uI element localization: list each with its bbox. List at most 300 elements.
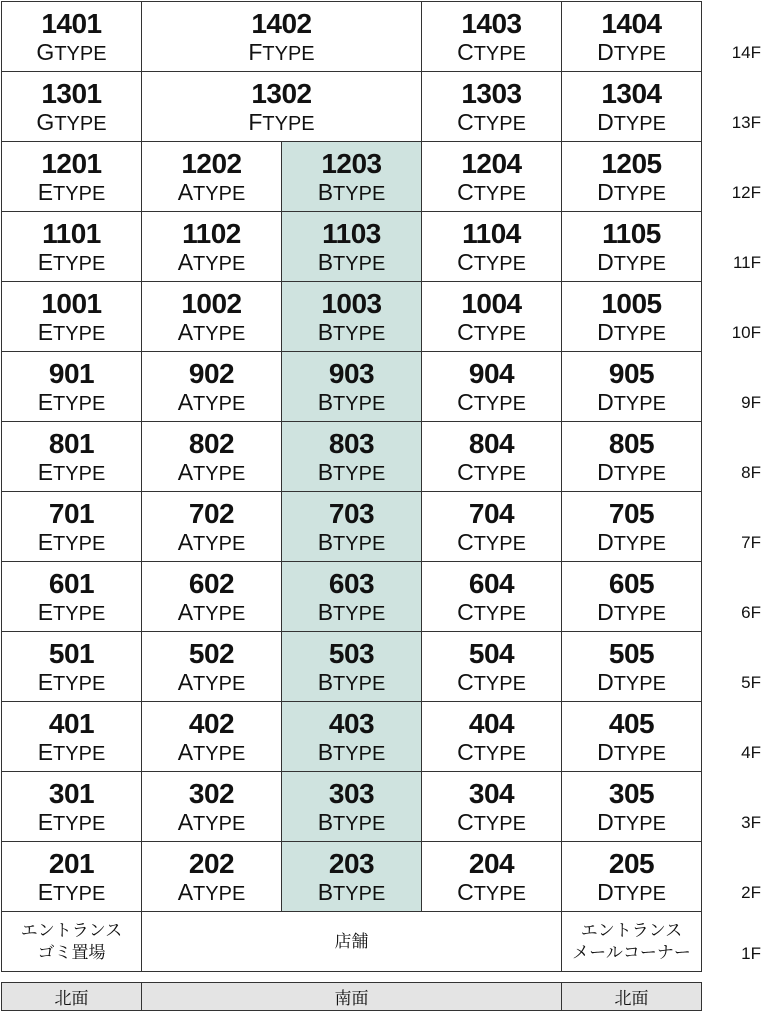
unit-type-suffix: TYPE xyxy=(193,672,246,695)
unit-number: 904 xyxy=(468,357,515,389)
unit-type xyxy=(37,598,106,625)
unit-type-letter: D xyxy=(597,388,614,415)
unit-type xyxy=(317,248,386,275)
unit-number: 304 xyxy=(468,777,515,809)
unit-type-suffix: TYPE xyxy=(473,812,526,835)
floor-label: 11F xyxy=(732,253,761,272)
floor-label: 14F xyxy=(731,43,761,62)
unit-cell xyxy=(1,211,142,282)
unit-type-letter: D xyxy=(597,808,614,835)
unit-type-suffix: TYPE xyxy=(333,602,386,625)
unit-type xyxy=(597,318,666,345)
unit-type xyxy=(37,668,106,695)
unit-cell xyxy=(561,491,702,562)
unit-type xyxy=(457,668,526,695)
unit-type-suffix: TYPE xyxy=(53,742,106,765)
unit-number: 1403 xyxy=(461,7,522,39)
unit-number: 1201 xyxy=(41,147,102,179)
unit-number: 405 xyxy=(608,707,655,739)
unit-cell xyxy=(421,421,562,492)
unit-type-letter: C xyxy=(457,248,474,275)
unit-cell xyxy=(421,491,562,562)
unit-type-suffix: TYPE xyxy=(333,252,386,275)
unit-number: 602 xyxy=(188,567,235,599)
unit-cell xyxy=(421,71,562,142)
unit-type-suffix: TYPE xyxy=(613,42,666,65)
unit-cell xyxy=(561,281,702,352)
unit-number: 801 xyxy=(48,427,95,459)
unit-type-letter: B xyxy=(317,248,334,275)
unit-type-letter: C xyxy=(457,598,474,625)
unit-type-suffix: TYPE xyxy=(473,672,526,695)
unit-type-letter: D xyxy=(597,458,614,485)
unit-type-suffix: TYPE xyxy=(613,322,666,345)
unit-type-suffix: TYPE xyxy=(53,812,106,835)
unit-number: 1205 xyxy=(601,147,662,179)
unit-type-letter: D xyxy=(597,738,614,765)
unit-type-suffix: TYPE xyxy=(473,392,526,415)
unit-type-letter: A xyxy=(177,248,194,275)
floor-label: 5F xyxy=(741,673,761,692)
unit-type xyxy=(177,318,246,345)
floor-label: 6F xyxy=(741,603,761,622)
ground-left-cell xyxy=(1,911,142,972)
unit-number: 301 xyxy=(48,777,95,809)
unit-number: 604 xyxy=(468,567,515,599)
unit-cell xyxy=(141,491,282,562)
unit-type-letter: C xyxy=(457,388,474,415)
ground-center-label: 店舗 xyxy=(334,931,369,951)
unit-type-suffix: TYPE xyxy=(473,42,526,65)
unit-cell xyxy=(561,841,702,912)
unit-number: 802 xyxy=(188,427,235,459)
unit-type xyxy=(597,388,666,415)
unit-type xyxy=(37,528,106,555)
unit-cell xyxy=(281,421,422,492)
unit-cell xyxy=(141,771,282,842)
unit-type-suffix: TYPE xyxy=(53,182,106,205)
unit-type-letter: D xyxy=(597,248,614,275)
unit-cell xyxy=(561,71,702,142)
unit-type-letter: E xyxy=(37,388,54,415)
unit-type-letter: E xyxy=(37,458,54,485)
unit-type-letter: D xyxy=(597,668,614,695)
unit-type-suffix: TYPE xyxy=(262,42,315,65)
unit-number: 1105 xyxy=(602,217,661,249)
unit-type xyxy=(317,668,386,695)
unit-number: 1303 xyxy=(461,77,522,109)
unit-number: 504 xyxy=(468,637,515,669)
unit-type xyxy=(317,178,386,205)
unit-type-suffix: TYPE xyxy=(53,392,106,415)
unit-type-letter: B xyxy=(317,388,334,415)
unit-type xyxy=(597,178,666,205)
unit-type xyxy=(317,878,386,905)
unit-cell xyxy=(281,351,422,422)
unit-cell xyxy=(421,281,562,352)
unit-type-suffix: TYPE xyxy=(613,462,666,485)
unit-type-letter: E xyxy=(37,668,54,695)
unit-cell xyxy=(1,841,142,912)
unit-type-suffix: TYPE xyxy=(613,112,666,135)
unit-number: 402 xyxy=(188,707,235,739)
unit-type xyxy=(457,598,526,625)
unit-cell xyxy=(141,351,282,422)
unit-cell xyxy=(1,281,142,352)
unit-type-letter: B xyxy=(317,738,334,765)
unit-type-letter: E xyxy=(37,598,54,625)
unit-cell xyxy=(561,1,702,72)
unit-cell xyxy=(281,631,422,702)
unit-cell xyxy=(141,421,282,492)
unit-number: 202 xyxy=(188,847,235,879)
floor-label: 3F xyxy=(741,813,761,832)
unit-cell xyxy=(421,771,562,842)
unit-cell xyxy=(141,211,282,282)
floor-label: 2F xyxy=(741,883,761,902)
unit-type-letter: A xyxy=(177,668,194,695)
ground-right-line-1: エントランス xyxy=(580,921,683,941)
unit-type-suffix: TYPE xyxy=(473,252,526,275)
unit-cell xyxy=(281,561,422,632)
unit-type xyxy=(317,318,386,345)
unit-type-letter: F xyxy=(248,38,263,65)
unit-type-letter: E xyxy=(37,808,54,835)
unit-type-letter: A xyxy=(177,738,194,765)
unit-number: 404 xyxy=(468,707,515,739)
unit-type xyxy=(597,808,666,835)
ground-right-cell xyxy=(561,911,702,972)
unit-type xyxy=(457,318,526,345)
unit-number: 704 xyxy=(468,497,515,529)
unit-type-letter: C xyxy=(457,178,474,205)
unit-type-suffix: TYPE xyxy=(333,462,386,485)
unit-type xyxy=(177,598,246,625)
unit-cell xyxy=(141,841,282,912)
unit-type-suffix: TYPE xyxy=(473,322,526,345)
unit-type-suffix: TYPE xyxy=(333,882,386,905)
unit-type-suffix: TYPE xyxy=(193,602,246,625)
unit-cell xyxy=(561,351,702,422)
unit-cell xyxy=(421,1,562,72)
unit-type xyxy=(36,108,107,135)
unit-type-letter: E xyxy=(37,318,54,345)
unit-type xyxy=(457,808,526,835)
unit-type xyxy=(248,38,315,65)
unit-type-suffix: TYPE xyxy=(53,602,106,625)
unit-type xyxy=(37,738,106,765)
unit-number: 1001 xyxy=(41,287,102,319)
unit-type-suffix: TYPE xyxy=(193,322,246,345)
unit-type-letter: A xyxy=(177,878,194,905)
unit-cell xyxy=(141,1,422,72)
unit-type-letter: E xyxy=(37,738,54,765)
unit-type xyxy=(597,738,666,765)
unit-cell xyxy=(141,631,282,702)
unit-type xyxy=(457,388,526,415)
unit-type-suffix: TYPE xyxy=(333,322,386,345)
unit-type-letter: B xyxy=(317,808,334,835)
unit-cell xyxy=(141,141,282,212)
unit-cell xyxy=(281,701,422,772)
unit-cell xyxy=(561,701,702,772)
unit-type-suffix: TYPE xyxy=(193,462,246,485)
unit-type-suffix: TYPE xyxy=(333,812,386,835)
side-left: 北面 xyxy=(1,982,142,1011)
unit-cell xyxy=(561,771,702,842)
unit-type-letter: B xyxy=(317,668,334,695)
unit-type-letter: D xyxy=(597,38,614,65)
unit-type-letter: C xyxy=(457,458,474,485)
unit-type xyxy=(597,878,666,905)
unit-cell xyxy=(421,841,562,912)
unit-type xyxy=(597,248,666,275)
unit-type xyxy=(177,878,246,905)
unit-type-letter: A xyxy=(177,808,194,835)
unit-number: 902 xyxy=(188,357,235,389)
floor-label: 10F xyxy=(731,323,761,342)
unit-cell xyxy=(1,631,142,702)
unit-type-letter: B xyxy=(317,458,334,485)
unit-type-letter: G xyxy=(36,108,55,135)
unit-cell xyxy=(281,141,422,212)
unit-type-letter: A xyxy=(177,318,194,345)
unit-cell xyxy=(421,211,562,282)
unit-type-letter: A xyxy=(177,598,194,625)
unit-type-suffix: TYPE xyxy=(53,532,106,555)
unit-cell xyxy=(561,211,702,282)
unit-type xyxy=(317,808,386,835)
unit-cell xyxy=(421,701,562,772)
unit-type xyxy=(37,878,106,905)
unit-type xyxy=(317,458,386,485)
unit-type-letter: B xyxy=(317,528,334,555)
unit-cell xyxy=(421,351,562,422)
unit-type xyxy=(37,388,106,415)
unit-type-suffix: TYPE xyxy=(613,392,666,415)
unit-number: 601 xyxy=(48,567,95,599)
unit-number: 204 xyxy=(468,847,515,879)
unit-type xyxy=(457,528,526,555)
unit-cell xyxy=(1,351,142,422)
unit-type-suffix: TYPE xyxy=(54,42,107,65)
unit-cell xyxy=(141,281,282,352)
unit-type-letter: A xyxy=(177,528,194,555)
unit-cell xyxy=(561,141,702,212)
unit-type-suffix: TYPE xyxy=(193,812,246,835)
unit-number: 203 xyxy=(328,847,375,879)
unit-type-suffix: TYPE xyxy=(193,392,246,415)
unit-cell xyxy=(1,701,142,772)
unit-type-suffix: TYPE xyxy=(613,602,666,625)
unit-type xyxy=(177,178,246,205)
unit-type xyxy=(317,738,386,765)
unit-type-suffix: TYPE xyxy=(262,112,315,135)
unit-type-suffix: TYPE xyxy=(193,252,246,275)
unit-number: 901 xyxy=(48,357,95,389)
unit-type-suffix: TYPE xyxy=(613,252,666,275)
unit-type-suffix: TYPE xyxy=(53,672,106,695)
unit-type-suffix: TYPE xyxy=(333,182,386,205)
unit-type-suffix: TYPE xyxy=(53,252,106,275)
unit-number: 201 xyxy=(48,847,95,879)
floor-label: 7F xyxy=(741,533,761,552)
ground-left-line-1: エントランス xyxy=(20,921,123,941)
unit-type-letter: C xyxy=(457,528,474,555)
unit-type-suffix: TYPE xyxy=(193,182,246,205)
unit-type xyxy=(457,738,526,765)
unit-type xyxy=(457,38,526,65)
unit-number: 1103 xyxy=(322,217,381,249)
unit-type xyxy=(597,528,666,555)
floor-label: 12F xyxy=(731,183,761,202)
unit-cell xyxy=(281,771,422,842)
unit-number: 1102 xyxy=(182,217,241,249)
unit-type xyxy=(317,598,386,625)
unit-number: 1202 xyxy=(181,147,242,179)
unit-number: 1404 xyxy=(601,7,662,39)
unit-type-suffix: TYPE xyxy=(613,882,666,905)
unit-number: 1005 xyxy=(601,287,662,319)
unit-number: 605 xyxy=(608,567,655,599)
side-center: 南面 xyxy=(141,982,562,1011)
unit-type-suffix: TYPE xyxy=(613,532,666,555)
unit-number: 1003 xyxy=(321,287,382,319)
unit-type-letter: E xyxy=(37,178,54,205)
unit-type-suffix: TYPE xyxy=(53,882,106,905)
unit-cell xyxy=(421,631,562,702)
floor-label-1f: 1F xyxy=(741,944,761,963)
unit-type-letter: D xyxy=(597,178,614,205)
unit-type-suffix: TYPE xyxy=(473,532,526,555)
unit-type-letter: D xyxy=(597,878,614,905)
unit-type-suffix: TYPE xyxy=(473,742,526,765)
unit-type-letter: C xyxy=(457,318,474,345)
unit-cell xyxy=(1,771,142,842)
unit-cell xyxy=(141,71,422,142)
unit-number: 1302 xyxy=(251,77,312,109)
floor-label: 13F xyxy=(731,113,761,132)
unit-type-suffix: TYPE xyxy=(613,182,666,205)
unit-type-suffix: TYPE xyxy=(53,462,106,485)
unit-number: 804 xyxy=(468,427,515,459)
unit-type xyxy=(177,388,246,415)
unit-number: 401 xyxy=(48,707,95,739)
unit-type-suffix: TYPE xyxy=(333,672,386,695)
ground-left-line-2: ゴミ置場 xyxy=(37,942,106,962)
unit-number: 1301 xyxy=(41,77,102,109)
unit-number: 603 xyxy=(328,567,375,599)
floor-label: 9F xyxy=(741,393,761,412)
unit-number: 1203 xyxy=(321,147,382,179)
unit-type-letter: C xyxy=(457,808,474,835)
unit-type xyxy=(177,248,246,275)
unit-type-letter: B xyxy=(317,178,334,205)
unit-type-suffix: TYPE xyxy=(613,672,666,695)
unit-type-letter: A xyxy=(177,388,194,415)
unit-cell xyxy=(561,421,702,492)
unit-number: 502 xyxy=(188,637,235,669)
unit-type-suffix: TYPE xyxy=(473,182,526,205)
unit-number: 302 xyxy=(188,777,235,809)
unit-type xyxy=(597,38,666,65)
unit-type-letter: F xyxy=(248,108,263,135)
unit-type xyxy=(597,458,666,485)
unit-type-letter: D xyxy=(597,318,614,345)
unit-number: 1401 xyxy=(41,7,102,39)
unit-number: 1104 xyxy=(462,217,521,249)
unit-type-letter: D xyxy=(597,598,614,625)
unit-cell xyxy=(561,631,702,702)
unit-number: 501 xyxy=(48,637,95,669)
unit-type-letter: B xyxy=(317,878,334,905)
unit-cell xyxy=(281,491,422,562)
unit-type xyxy=(37,808,106,835)
ground-center-cell xyxy=(141,911,562,972)
unit-type-letter: G xyxy=(36,38,55,65)
unit-type-suffix: TYPE xyxy=(54,112,107,135)
unit-type-letter: D xyxy=(597,528,614,555)
unit-type-suffix: TYPE xyxy=(333,392,386,415)
unit-type-suffix: TYPE xyxy=(193,882,246,905)
unit-type xyxy=(457,108,526,135)
unit-number: 701 xyxy=(48,497,95,529)
unit-type xyxy=(177,738,246,765)
unit-type-letter: D xyxy=(597,108,614,135)
unit-number: 503 xyxy=(328,637,375,669)
unit-cell xyxy=(561,561,702,632)
unit-type-suffix: TYPE xyxy=(473,602,526,625)
unit-type xyxy=(597,668,666,695)
unit-type xyxy=(597,598,666,625)
unit-type-letter: C xyxy=(457,38,474,65)
unit-type-letter: A xyxy=(177,458,194,485)
unit-number: 705 xyxy=(608,497,655,529)
floor-label: 4F xyxy=(741,743,761,762)
floor-label: 8F xyxy=(741,463,761,482)
unit-type-letter: E xyxy=(37,878,54,905)
unit-type xyxy=(177,458,246,485)
unit-type-letter: C xyxy=(457,878,474,905)
unit-number: 803 xyxy=(328,427,375,459)
unit-number: 903 xyxy=(328,357,375,389)
unit-cell xyxy=(141,561,282,632)
unit-type-suffix: TYPE xyxy=(193,742,246,765)
unit-type-letter: B xyxy=(317,318,334,345)
unit-number: 905 xyxy=(608,357,655,389)
unit-type xyxy=(597,108,666,135)
unit-type xyxy=(457,248,526,275)
unit-type xyxy=(37,458,106,485)
unit-number: 1204 xyxy=(461,147,522,179)
unit-type-suffix: TYPE xyxy=(473,882,526,905)
unit-number: 702 xyxy=(188,497,235,529)
unit-type xyxy=(317,528,386,555)
unit-cell xyxy=(1,421,142,492)
unit-type xyxy=(37,178,106,205)
unit-type xyxy=(457,878,526,905)
unit-type-suffix: TYPE xyxy=(193,532,246,555)
ground-right-line-2: メールコーナー xyxy=(572,942,691,962)
unit-number: 403 xyxy=(328,707,375,739)
unit-type-suffix: TYPE xyxy=(613,812,666,835)
unit-number: 1402 xyxy=(251,7,312,39)
unit-type xyxy=(177,668,246,695)
unit-type-suffix: TYPE xyxy=(473,462,526,485)
unit-cell xyxy=(1,491,142,562)
unit-type xyxy=(36,38,107,65)
unit-type-suffix: TYPE xyxy=(473,112,526,135)
